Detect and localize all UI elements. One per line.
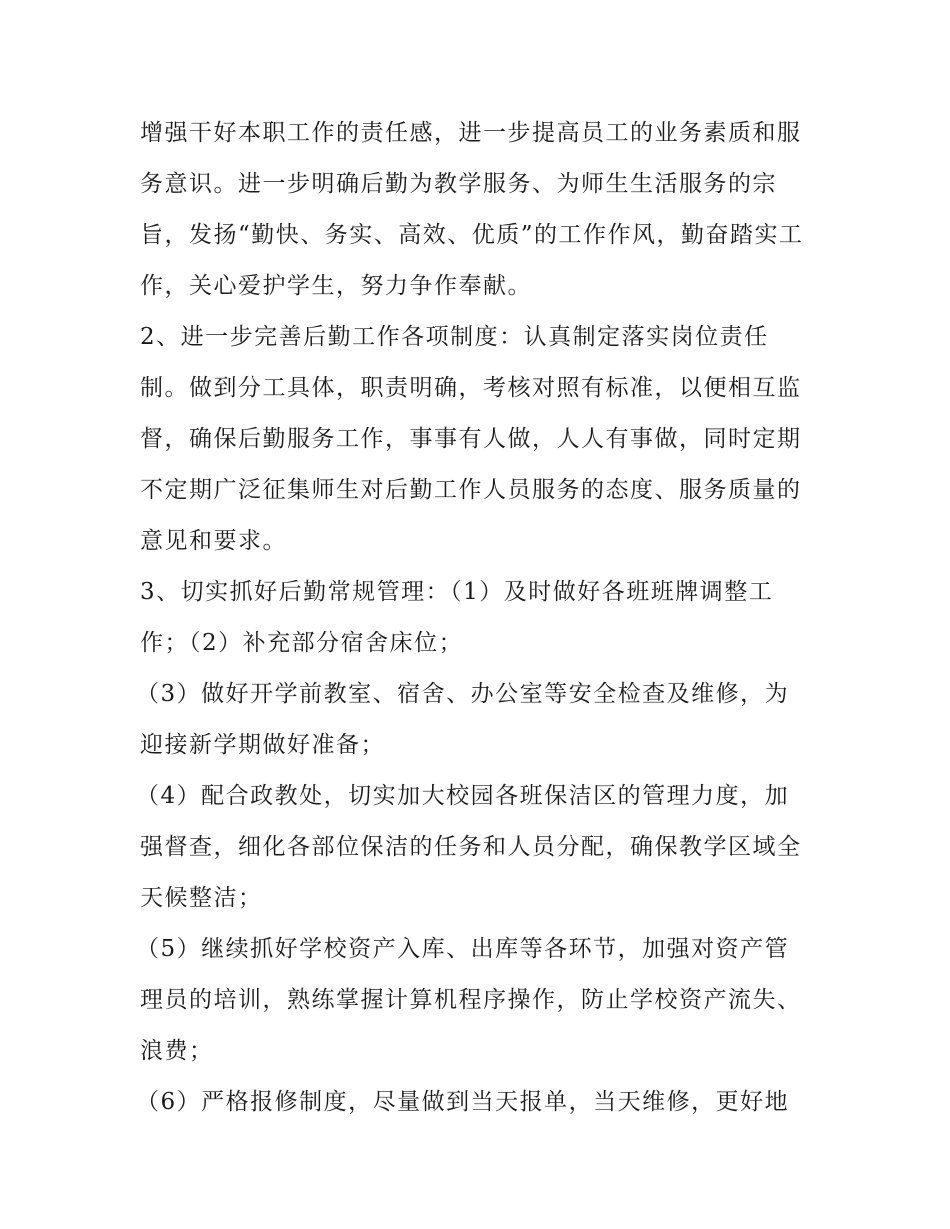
text-line: 意见和要求。 — [140, 528, 287, 554]
text-line: 强督查，细化各部位保洁的任务和人员分配，确保教学区域全 — [140, 834, 802, 860]
text-line: 旨，发扬“勤快、务实、高效、优质”的工作作风，勤奋踏实工 — [140, 222, 804, 248]
text-line: 理员的培训，熟练掌握计算机程序操作，防止学校资产流失、 — [140, 987, 802, 1013]
text-line: 天候整洁； — [140, 885, 263, 911]
text-line: 作；（2）补充部分宿舍床位； — [140, 630, 464, 656]
document-body — [136, 108, 820, 1128]
text-line: （6）严格报修制度，尽量做到当天报单，当天维修，更好地 — [136, 1089, 790, 1115]
text-line: 增强干好本职工作的责任感，进一步提高员工的业务素质和服 — [140, 120, 802, 146]
text-line: 制。做到分工具体，职责明确，考核对照有标准，以便相互监 — [140, 375, 802, 401]
text-line: 浪费； — [140, 1038, 214, 1064]
text-line: 不定期广泛征集师生对后勤工作人员服务的态度、服务质量的 — [140, 477, 802, 503]
text-line: （3）做好开学前教室、宿舍、办公室等安全检查及维修，为 — [136, 681, 790, 707]
text-line: 3、切实抓好后勤常规管理：（1）及时做好各班班牌调整工 — [140, 579, 774, 605]
text-line: （5）继续抓好学校资产入库、出库等各环节，加强对资产管 — [136, 936, 790, 962]
text-line: 2、进一步完善后勤工作各项制度：认真制定落实岗位责任 — [140, 324, 769, 350]
text-line: （4）配合政教处，切实加大校园各班保洁区的管理力度，加 — [136, 783, 790, 809]
text-line: 督，确保后勤服务工作，事事有人做，人人有事做，同时定期 — [140, 426, 802, 452]
text-line: 务意识。进一步明确后勤为教学服务、为师生生活服务的宗 — [140, 171, 777, 197]
text-line: 迎接新学期做好准备； — [140, 732, 385, 758]
text-line: 作，关心爱护学生，努力争作奉献。 — [140, 273, 532, 299]
